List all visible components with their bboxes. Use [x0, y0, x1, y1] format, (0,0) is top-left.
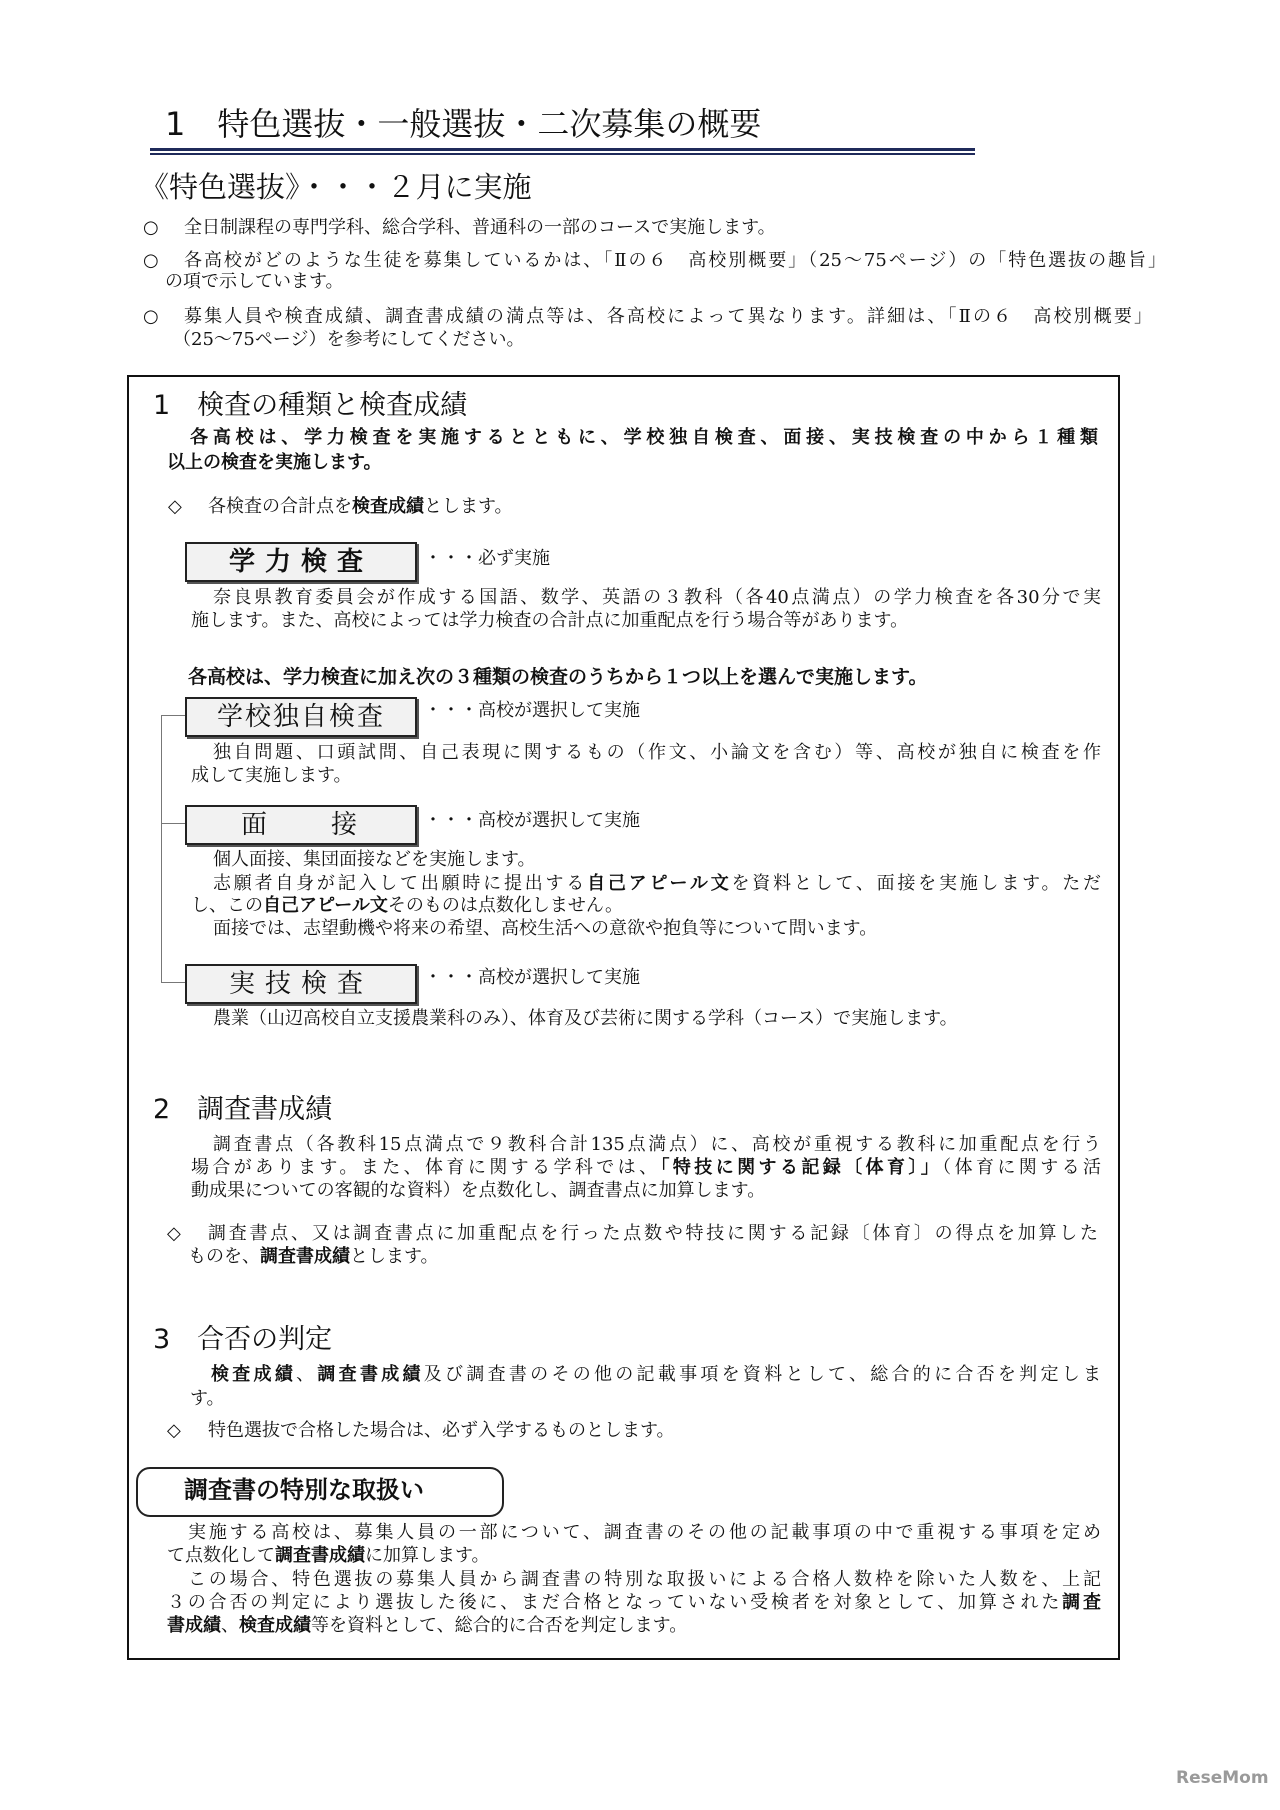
- bullet-text: （25～75ページ）を参考にしてください。: [173, 329, 525, 350]
- paragraph-line: [167, 1615, 687, 1637]
- bold-text: 調査書成績: [317, 1364, 424, 1385]
- section-3-heading: 3 合否の判定: [153, 1324, 333, 1355]
- bullet-icon: ○: [143, 306, 159, 327]
- diamond-icon: ◇: [168, 496, 182, 517]
- paragraph-line: [191, 1157, 1101, 1179]
- text: ３の合否の判定により選抜した後に、まだ合格となっていない受検者を対象として、加算された: [167, 1592, 1063, 1613]
- paragraph-line: 動成果についての客観的な資料）を点数化し、調査書点に加算します。: [191, 1180, 766, 1201]
- text: に加算します。: [365, 1545, 490, 1566]
- bold-text: 調査: [1062, 1592, 1101, 1613]
- text: 等を資料として、総合的に合否を判定します。: [311, 1615, 688, 1636]
- note-bold: 検査成績: [352, 496, 424, 517]
- text: 、: [296, 1364, 318, 1385]
- section-1-note: [208, 496, 513, 518]
- paragraph-line: [213, 873, 1101, 895]
- label-mensetsu: 面 接: [185, 805, 417, 845]
- text: 志願者自身が記入して出願時に提出する: [213, 873, 588, 894]
- special-handling-heading: 調査書の特別な取扱い: [184, 1476, 424, 1504]
- section-1-intro: 以上の検査を実施します。: [167, 452, 382, 473]
- paragraph-line: [167, 1592, 1101, 1614]
- text: を資料として、面接を実施します。ただ: [731, 873, 1101, 894]
- section-1-intro: 各高校は、学力検査を実施するとともに、学校独自検査、面接、実技検査の中から１種類: [190, 427, 1098, 448]
- choose-exams-note: 各高校は、学力検査に加え次の３種類の検査のうちから１つ以上を選んで実施します。: [188, 666, 928, 688]
- tag-text: ・・・高校が選択して実施: [424, 700, 640, 721]
- paragraph-line: 農業（山辺高校自立支援農業科のみ）、体育及び芸術に関する学科（コース）で実施します。: [213, 1008, 958, 1029]
- paragraph-line: [211, 1364, 1101, 1386]
- bold-text: 検査成績: [239, 1615, 311, 1636]
- paragraph-line: 施します。また、高校によっては学力検査の合計点に加重配点を行う場合等があります。: [191, 610, 909, 631]
- note-line: 調査書点、又は調査書点に加重配点を行った点数や特技に関する記録〔体育〕の得点を加算した: [208, 1223, 1098, 1244]
- paragraph-line: 実施する高校は、募集人員の一部について、調査書のその他の記載事項の中で重視する事項を定め: [188, 1522, 1101, 1543]
- title-underline: [150, 148, 975, 151]
- paragraph-line: 調査書点（各教科15点満点で９教科合計135点満点）に、高校が重視する教科に加重配点を行う: [213, 1134, 1101, 1155]
- page-title: 1 特色選抜・一般選抜・二次募集の概要: [165, 105, 762, 143]
- diamond-icon: ◇: [167, 1223, 181, 1244]
- text: し、この: [191, 895, 263, 916]
- paragraph-line: 独自問題、口頭試問、自己表現に関するもの（作文、小論文を含む）等、高校が独自に検査を作: [213, 742, 1101, 763]
- text: 、: [221, 1615, 239, 1636]
- label-gakuryoku-kensa: 学力検査: [185, 542, 417, 582]
- section-1-heading: 1 検査の種類と検査成績: [153, 390, 468, 421]
- bullet-text: 各高校がどのような生徒を募集しているかは、「Ⅱの６ 高校別概要」（25～75ページ）の「特色選抜の趣旨」: [184, 250, 1166, 271]
- subtitle: 《特色選抜》・・・２月に実施: [140, 170, 532, 204]
- paragraph-line: す。: [190, 1388, 225, 1409]
- text: て点数化して: [167, 1545, 275, 1566]
- note-text: 各検査の合計点を: [208, 496, 352, 517]
- bracket-tick: [161, 715, 185, 716]
- bold-text: 調査書成績: [275, 1545, 365, 1566]
- tag-text: ・・・高校が選択して実施: [424, 810, 640, 831]
- text: そのものは点数化しません。: [387, 895, 624, 916]
- text: ものを、: [188, 1246, 260, 1267]
- note-text: とします。: [424, 496, 513, 517]
- text: （体育に関する活: [942, 1157, 1101, 1178]
- bold-text: 自己アピール文: [263, 895, 388, 916]
- bracket-tick: [161, 823, 185, 824]
- label-jitsugi-kensa: 実技検査: [185, 964, 417, 1004]
- paragraph-line: 面接では、志望動機や将来の希望、高校生活への意欲や抱負等について問います。: [213, 918, 878, 939]
- bold-text: 自己アピール文: [587, 873, 732, 894]
- bracket-line: [161, 715, 186, 983]
- section-2-heading: 2 調査書成績: [153, 1094, 333, 1125]
- title-underline-2: [150, 153, 975, 155]
- bullet-text: 全日制課程の専門学科、総合学科、普通科の一部のコースで実施します。: [184, 217, 776, 238]
- tag-text: ・・・高校が選択して実施: [424, 967, 640, 988]
- note-line: 特色選抜で合格した場合は、必ず入学するものとします。: [208, 1420, 675, 1441]
- tag-text: ・・・必ず実施: [424, 548, 550, 569]
- diamond-icon: ◇: [167, 1420, 181, 1441]
- bullet-icon: ○: [143, 217, 159, 238]
- paragraph-line: 成して実施します。: [191, 765, 352, 786]
- bracket-tick: [161, 982, 185, 983]
- paragraph-line: [167, 1545, 490, 1567]
- resemom-watermark-logo: ReseMom: [1176, 1768, 1269, 1788]
- text: 及び調査書のその他の記載事項を資料として、総合的に合否を判定しま: [423, 1364, 1101, 1385]
- paragraph-line: [191, 895, 623, 917]
- bullet-text: 募集人員や検査成績、調査書成績の満点等は、各高校によって異なります。詳細は、「Ⅱの６ 高校別概要」: [184, 306, 1152, 327]
- paragraph-line: 個人面接、集団面接などを実施します。: [213, 849, 536, 870]
- bold-text: 検査成績: [211, 1364, 297, 1385]
- bullet-text: の項で示しています。: [165, 271, 344, 292]
- bullet-icon: ○: [143, 250, 159, 271]
- label-dokuji-kensa: 学校独自検査: [185, 697, 417, 737]
- bold-text: 書成績: [167, 1615, 221, 1636]
- paragraph-line: この場合、特色選抜の募集人員から調査書の特別な取扱いによる合格人数枠を除いた人数を、上記: [188, 1569, 1101, 1590]
- note-line: [188, 1246, 439, 1268]
- text: 場合があります。また、体育に関する学科では、: [191, 1157, 661, 1178]
- text: とします。: [350, 1246, 439, 1267]
- paragraph-line: 奈良県教育委員会が作成する国語、数学、英語の３教科（各40点満点）の学力検査を各30分で実: [213, 587, 1101, 608]
- bold-text: 調査書成績: [260, 1246, 350, 1267]
- bold-text: 「特技に関する記録〔体育〕」: [660, 1157, 943, 1178]
